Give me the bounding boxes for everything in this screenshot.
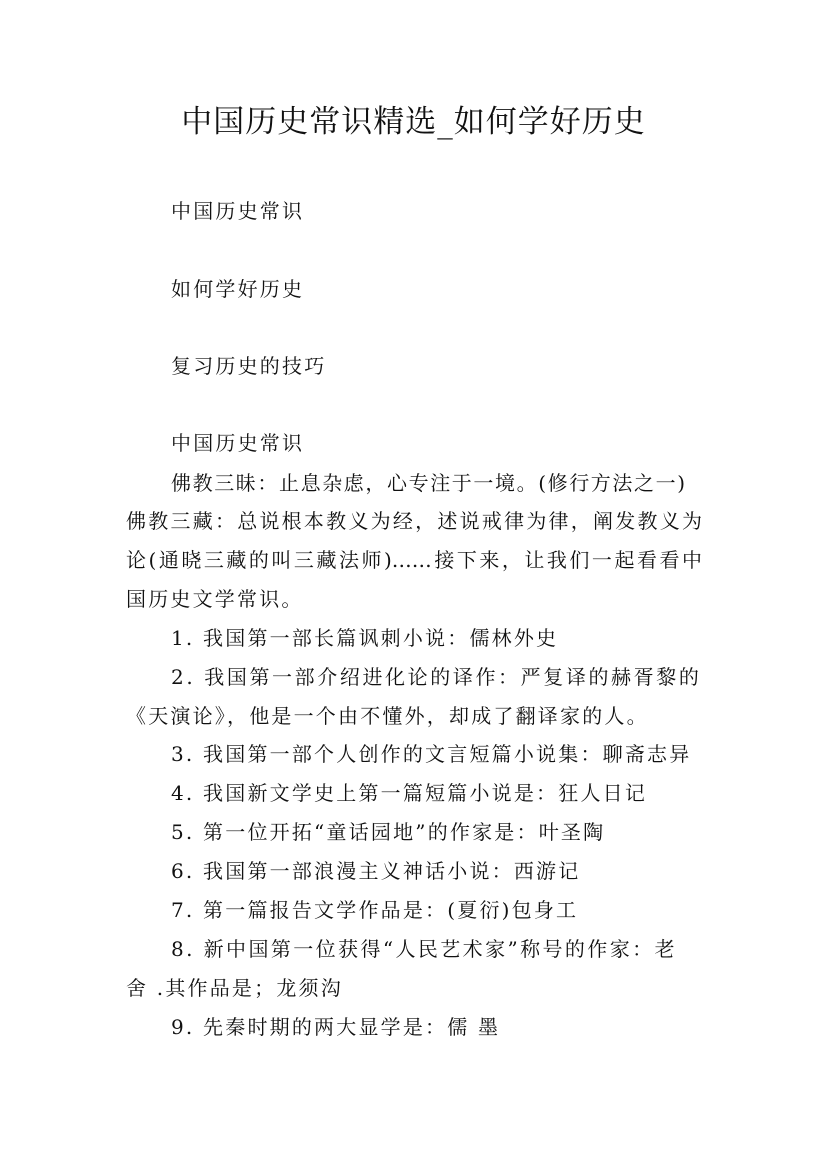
toc-item-learn-history: 如何学好历史 bbox=[171, 277, 305, 301]
intro-paragraph-line: 佛教三藏：总说根本教义为经，述说戒律为律，阐发教义为 bbox=[126, 509, 702, 533]
list-item-continuation: 《天演论》，他是一个由不懂外，却成了翻译家的人。 bbox=[126, 704, 649, 728]
list-item: 5. 第一位开拓“童话园地”的作家是：叶圣陶 bbox=[171, 820, 606, 844]
list-item-continuation: 舍 .其作品是；龙须沟 bbox=[126, 976, 343, 1000]
list-item: 8. 新中国第一位获得“人民艺术家”称号的作家：老 bbox=[171, 937, 677, 961]
list-item: 9. 先秦时期的两大显学是：儒 墨 bbox=[171, 1015, 501, 1039]
list-item: 6. 我国第一部浪漫主义神话小说：西游记 bbox=[171, 859, 581, 883]
list-item: 1. 我国第一部长篇讽刺小说：儒林外史 bbox=[171, 626, 559, 650]
list-item: 3. 我国第一部个人创作的文言短篇小说集：聊斋志异 bbox=[171, 742, 692, 766]
intro-paragraph-line: 国历史文学常识。 bbox=[126, 587, 304, 611]
toc-item-review-tips: 复习历史的技巧 bbox=[171, 354, 327, 378]
document-title: 中国历史常识精选_如何学好历史 bbox=[181, 104, 646, 140]
intro-paragraph-line: 论(通晓三藏的叫三藏法师)……接下来，让我们一起看看中 bbox=[126, 548, 702, 572]
list-item: 7. 第一篇报告文学作品是：(夏衍)包身工 bbox=[171, 898, 579, 922]
section-heading: 中国历史常识 bbox=[171, 431, 305, 455]
toc-item-history-knowledge: 中国历史常识 bbox=[171, 199, 305, 223]
list-item: 2. 我国第一部介绍进化论的译作：严复译的赫胥黎的 bbox=[171, 665, 702, 689]
intro-paragraph-line: 佛教三昧：止息杂虑，心专注于一境。(修行方法之一) bbox=[171, 471, 687, 495]
list-item: 4. 我国新文学史上第一篇短篇小说是：狂人日记 bbox=[171, 781, 648, 805]
